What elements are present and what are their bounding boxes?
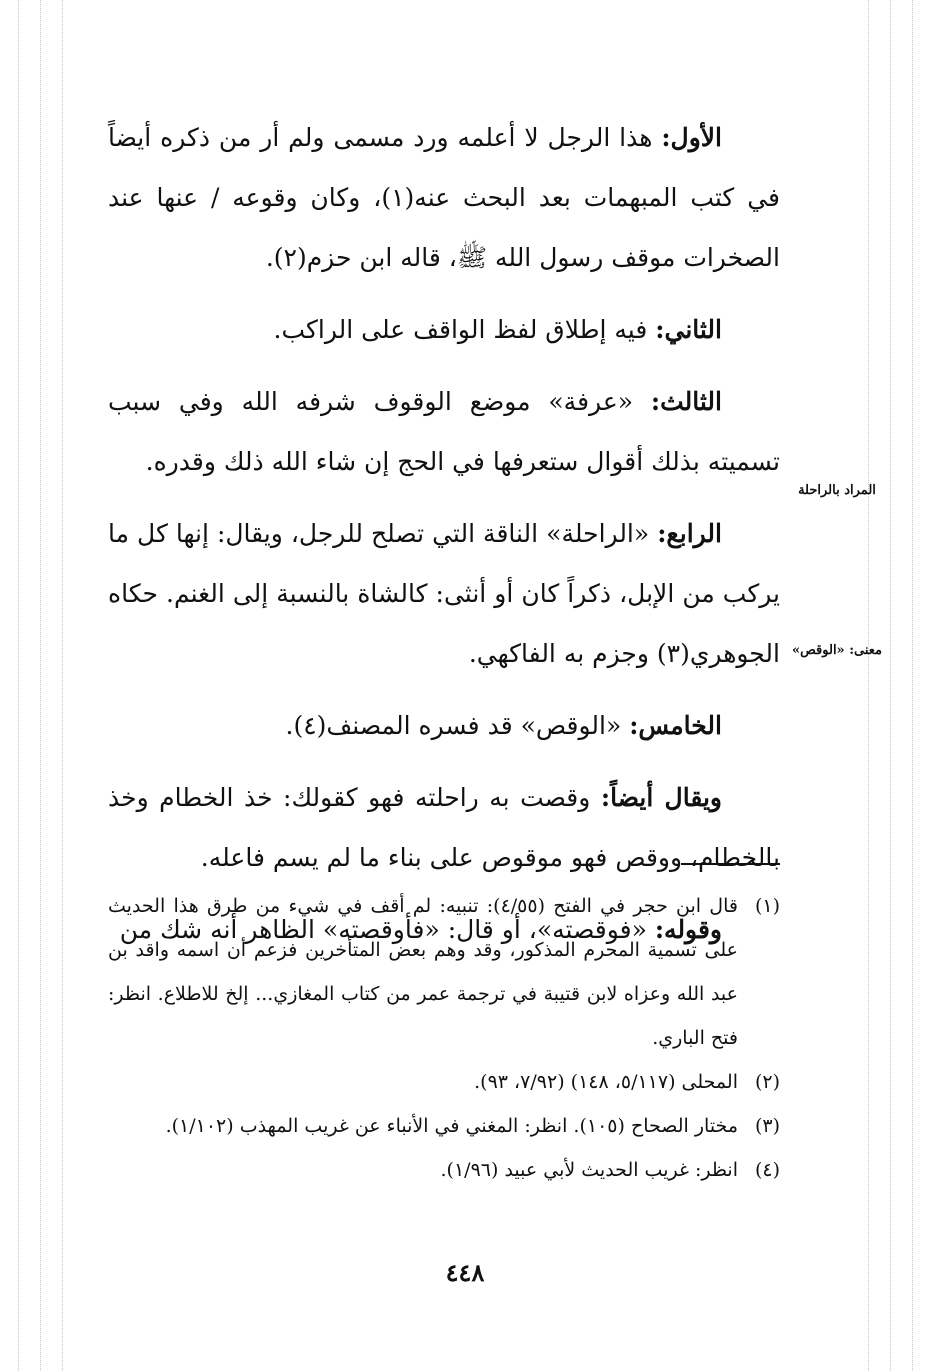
margin-note-waqs: معنى: «الوقص» [792, 643, 882, 658]
page-number: ٤٤٨ [445, 1258, 485, 1287]
footnote-item [108, 1104, 780, 1148]
footnotes [108, 884, 780, 1192]
footnote-item [108, 1060, 780, 1104]
scan-guide-line [890, 0, 891, 1371]
main-text [108, 108, 780, 972]
paragraph-first: الأول: هذا الرجل لا أعلمه ورد مسمى ولم أر من ذكره أيضاً في كتب المبهمات بعد البحث عنه(١)، وكان وقوعه / عنها عند الصخرات موقف رسول الله ﷺ، قاله ابن حزم(٢). [108, 123, 780, 272]
footnote-number: (٣) [754, 1115, 780, 1137]
paragraph-third: الثالث: «عرفة» موضع الوقوف شرفه الله وفي سبب تسميته بذلك أقوال ستعرفها في الحج إن شاء الله ذلك وقدره. [108, 387, 780, 476]
paragraph-sixth: ويقال أيضاً: وقصت به راحلته فهو كقولك: خذ الخطام وخذ بالخطام، ووقص فهو موقوص على بناء ما لم يسم فاعله. [108, 783, 780, 872]
scan-guide-line [40, 0, 41, 1371]
margin-note-rahila: المراد بالراحلة [798, 483, 876, 498]
scan-guide-line [18, 0, 19, 1371]
paragraph-fifth: الخامس: «الوقص» قد فسره المصنف(٤). [285, 711, 722, 740]
footnote-number: (١) [754, 895, 780, 917]
footnote-text: انظر: غريب الحديث لأبي عبيد (١/٩٦). [440, 1159, 738, 1181]
footnote-text: مختار الصحاح (١٠٥). انظر: المغني في الأنباء عن غريب المهذب (١/١٠٢). [165, 1115, 738, 1137]
scan-guide-line [912, 0, 913, 1371]
footnote-number: (٤) [754, 1159, 780, 1181]
paragraph-second: الثاني: فيه إطلاق لفظ الواقف على الراكب. [273, 315, 722, 344]
footnote-text: المحلى (٥/١١٧، ١٤٨) (٧/٩٢، ٩٣). [474, 1071, 738, 1093]
paragraph-seventh: وقوله: «فوقصته»، أو قال: «فأوقصته» الظاهر أنه شك من [119, 915, 722, 944]
footnote-item [108, 884, 780, 1060]
scan-guide-line [868, 0, 869, 1371]
paragraph-fourth: الرابع: «الراحلة» الناقة التي تصلح للرجل، ويقال: إنها كل ما يركب من الإبل، ذكراً كان أو أنثى: كالشاة بالنسبة إلى الغنم. حكاه الجوهري(٣) وجزم به الفاكهي. [108, 519, 780, 668]
footnote-text: قال ابن حجر في الفتح (٤/٥٥): تنبيه: لم أقف في شيء من طرق هذا الحديث على تسمية المحرم المذكور، وقد وهم بعض المتأخرين فزعم أن اسمه واقد بن عبد الله وعزاه لابن قتيبة في ترجمة عمر من كتاب المغازي... إلخ للاطلاع. انظر: فتح الباري. [108, 895, 738, 1049]
footnote-item [108, 1148, 780, 1192]
scan-guide-line [62, 0, 63, 1371]
footnote-separator [681, 863, 780, 865]
footnote-number: (٢) [754, 1071, 780, 1093]
